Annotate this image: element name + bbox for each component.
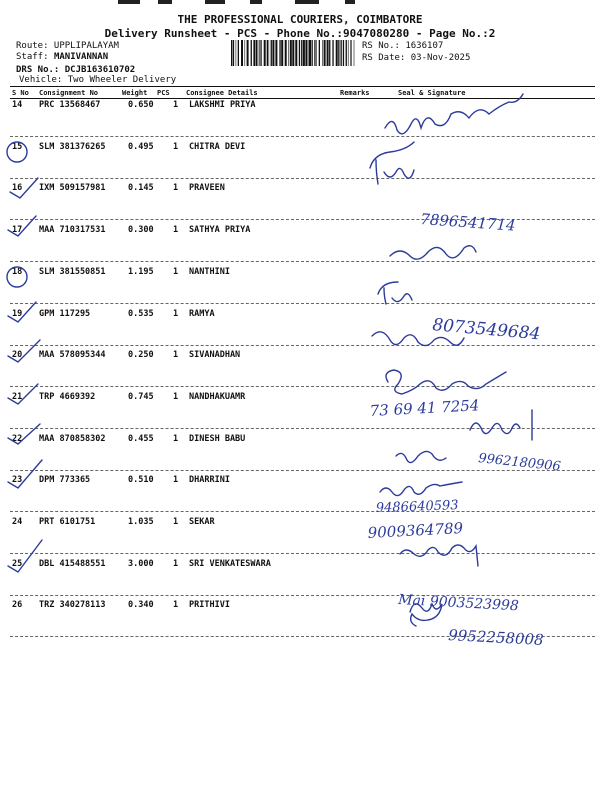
row-weight: 0.495 (128, 141, 154, 152)
row-consignee: NANTHINI (189, 266, 230, 277)
handwritten-phone-21: 73 69 41 7254 (369, 396, 480, 420)
row-consignee: SIVANADHAN (189, 350, 241, 361)
row-sno: 20 (12, 350, 23, 361)
barcode-bar (245, 40, 246, 66)
row-consignment-no: IXM 509157981 (39, 183, 106, 194)
row-weight: 0.300 (128, 225, 154, 236)
row-sno: 26 (12, 600, 23, 611)
barcode-bar (332, 40, 333, 66)
barcode-bar (292, 40, 294, 66)
barcode-bar (319, 40, 320, 66)
row-pcs: 1 (173, 183, 179, 194)
row-sno: 25 (12, 558, 23, 569)
barcode-bar (324, 40, 326, 66)
col-sno: S No (12, 89, 29, 97)
barcode-bar (309, 40, 311, 66)
col-weight: Weight (122, 89, 148, 97)
row-consignment-no: MAA 578095344 (39, 350, 106, 361)
row-weight: 1.195 (128, 266, 154, 277)
barcode-bar (267, 40, 268, 66)
row-consignment-no: DPM 773365 (39, 475, 91, 486)
row-pcs: 1 (173, 433, 179, 444)
row-weight: 0.745 (128, 391, 154, 402)
row-separator (10, 345, 595, 346)
row-weight: 0.340 (128, 600, 154, 611)
row-sno: 22 (12, 433, 23, 444)
row-weight: 0.455 (128, 433, 154, 444)
row-weight: 0.650 (128, 100, 154, 110)
row-separator (10, 178, 595, 179)
row-separator (10, 428, 595, 429)
staff-label: Staff: (16, 52, 49, 62)
barcode-bar (314, 40, 315, 66)
row-consignee: PRITHIVI (189, 600, 230, 611)
barcode-bar (281, 40, 283, 66)
row-separator (10, 553, 595, 554)
staff-name: MANIVANNAN (53, 52, 109, 62)
row-consignee: RAMYA (189, 308, 215, 319)
row-consignee: SEKAR (189, 517, 215, 527)
row-pcs: 1 (173, 475, 179, 486)
row-consignment-no: SLM 381376265 (39, 141, 106, 152)
row-consignee: DHARRINI (189, 475, 230, 486)
barcode-bar (312, 40, 313, 66)
col-signature: Seal & Signature (398, 89, 466, 97)
barcode-bar (264, 40, 266, 66)
top-edge-marks (0, 0, 600, 6)
row-separator (10, 511, 595, 512)
barcode-bar (341, 40, 342, 66)
handwritten-phone-23: 9486640593 (375, 498, 459, 516)
row-sno: 19 (12, 308, 23, 319)
row-separator (10, 636, 595, 637)
barcode-bar (338, 40, 339, 66)
barcode-bar (236, 40, 237, 66)
row-pcs: 1 (173, 141, 179, 152)
row-consignee: SATHYA PRIYA (189, 225, 251, 236)
row-pcs: 1 (173, 308, 179, 319)
rs-number: RS No.: 1636107 (362, 41, 444, 51)
row-consignment-no: TRP 4669392 (39, 391, 96, 402)
col-remarks: Remarks (340, 89, 370, 97)
row-pcs: 1 (173, 100, 179, 110)
row-consignee: LAKSHMI PRIYA (189, 100, 256, 110)
row-weight: 0.145 (128, 183, 154, 194)
barcode-image (231, 40, 356, 66)
vehicle-type: Vehicle: Two Wheeler Delivery (19, 75, 177, 85)
barcode-bar (316, 40, 317, 66)
row-separator (10, 470, 595, 471)
row-consignee: NANDHAKUAMR (189, 391, 246, 402)
runsheet-subtitle: Delivery Runsheet - PCS - Phone No.:9047080280 - Page No.:2 (104, 27, 496, 40)
row-consignment-no: TRZ 340278113 (39, 600, 106, 611)
row-sno: 23 (12, 475, 23, 486)
row-consignee: PRAVEEN (189, 183, 225, 194)
barcode-bar (251, 40, 252, 66)
row-weight: 0.510 (128, 475, 154, 486)
row-separator (10, 386, 595, 387)
barcode-bar (305, 40, 307, 66)
row-sno: 14 (12, 100, 23, 110)
row-weight: 0.250 (128, 350, 154, 361)
row-pcs: 1 (173, 225, 179, 236)
barcode-bar (343, 40, 344, 66)
row-weight: 3.000 (128, 558, 154, 569)
col-consignment: Consignment No (39, 89, 99, 97)
barcode-bar (247, 40, 249, 66)
company-title: THE PROFESSIONAL COURIERS, COIMBATORE (177, 13, 423, 26)
row-pcs: 1 (173, 391, 179, 402)
barcode-bar (260, 40, 261, 66)
barcode-bar (348, 40, 349, 66)
barcode-bar (241, 40, 243, 66)
barcode-bar (256, 40, 257, 66)
row-weight: 0.535 (128, 308, 154, 319)
barcode-bar (346, 40, 347, 66)
barcode-bar (259, 40, 260, 66)
row-pcs: 1 (173, 517, 179, 527)
row-consignee: SRI VENKATESWARA (189, 558, 271, 569)
row-sno: 18 (12, 266, 23, 277)
barcode-bar (279, 40, 280, 66)
row-pcs: 1 (173, 266, 179, 277)
barcode-bar (336, 40, 338, 66)
barcode-bar (301, 40, 302, 66)
handwritten-phone-24: 9009364789 (367, 519, 464, 542)
barcode-bar (329, 40, 330, 66)
barcode-bar (295, 40, 297, 66)
barcode-bar (253, 40, 255, 66)
row-sno: 24 (12, 517, 23, 527)
row-sno: 21 (12, 391, 23, 402)
barcode-bar (351, 40, 352, 66)
drs-number: DRS No.: DCJB163610702 (16, 65, 136, 75)
row-consignment-no: SLM 381550851 (39, 266, 106, 277)
handwritten-phone-16: 7896541714 (419, 210, 517, 235)
row-consignee: CHITRA DEVI (189, 141, 246, 152)
handwritten-sig-25: Mai 9003523998 (397, 592, 520, 615)
row-pcs: 1 (173, 350, 179, 361)
row-separator (10, 136, 595, 137)
row-consignment-no: PRT 6101751 (39, 517, 96, 527)
barcode-bar (290, 40, 292, 66)
barcode-bar (299, 40, 300, 66)
col-consignee: Consignee Details (186, 89, 258, 97)
header-bottom-rule (10, 98, 595, 99)
row-separator (10, 261, 595, 262)
handwritten-phone-19: 8073549684 (431, 315, 542, 345)
row-weight: 1.035 (128, 517, 154, 527)
row-consignment-no: PRC 13568467 (39, 100, 101, 110)
barcode-bar (327, 40, 329, 66)
row-sno: 17 (12, 225, 23, 236)
barcode-bar (354, 40, 355, 66)
barcode-bar (238, 40, 239, 66)
barcode-bar (271, 40, 272, 66)
row-sno: 15 (12, 141, 23, 152)
barcode-bar (308, 40, 309, 66)
barcode-bar (275, 40, 277, 66)
row-pcs: 1 (173, 600, 179, 611)
row-pcs: 1 (173, 558, 179, 569)
barcode-bar (258, 40, 259, 66)
row-consignment-no: MAA 870858302 (39, 433, 106, 444)
barcode-bar (303, 40, 305, 66)
staff-line (16, 52, 108, 62)
row-separator (10, 303, 595, 304)
row-separator (10, 219, 595, 220)
barcode-bar (233, 40, 234, 66)
header-top-rule (10, 86, 595, 87)
barcode-bar (272, 40, 274, 66)
barcode-bar (322, 40, 323, 66)
row-consignment-no: MAA 710317531 (39, 225, 106, 236)
barcode-bar (350, 40, 351, 66)
row-consignment-no: DBL 415488551 (39, 558, 106, 569)
barcode-bar (288, 40, 289, 66)
col-pcs: PCS (157, 89, 170, 97)
rs-date: RS Date: 03-Nov-2025 (362, 53, 471, 63)
row-sno: 16 (12, 183, 23, 194)
row-consignee: DINESH BABU (189, 433, 246, 444)
barcode-bar (231, 40, 232, 66)
barcode-bar (269, 40, 270, 66)
handwritten-phone-26: 9952258008 (447, 626, 545, 649)
row-consignment-no: GPM 117295 (39, 308, 91, 319)
barcode-bar (285, 40, 287, 66)
route-label: Route: UPPLIPALAYAM (16, 41, 119, 51)
row-separator (10, 595, 595, 596)
handwritten-phone-22: 9962180906 (477, 451, 562, 475)
